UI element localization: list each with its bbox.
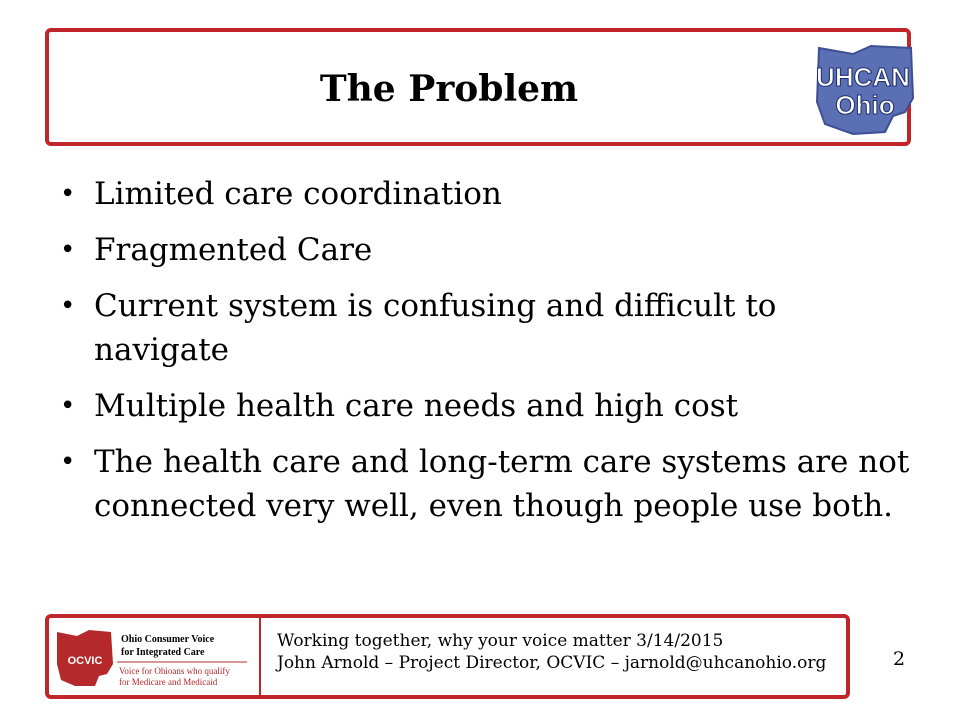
footer-divider	[259, 618, 261, 695]
footer-line-2: John Arnold – Project Director, OCVIC – jarnold@uhcanohio.org	[277, 653, 827, 673]
ocvic-tagline-line2: for Medicare and Medicaid	[119, 677, 218, 687]
bullet-text: Current system is confusing and difficult to navigate	[94, 288, 777, 368]
footer-line-1: Working together, why your voice matter 3/14/2015	[277, 631, 724, 651]
bullet-marker: •	[60, 391, 76, 421]
bullet-item	[58, 172, 918, 216]
bullet-text: Multiple health care needs and high cost	[94, 388, 739, 424]
bullet-text: Fragmented Care	[94, 232, 373, 268]
bullet-item	[58, 228, 918, 272]
ocvic-title-line1: Ohio Consumer Voice	[121, 634, 215, 645]
uhcan-ohio-logo	[813, 42, 923, 138]
ocvic-abbr: OCVIC	[67, 655, 103, 667]
logo-text-line1: UHCAN	[816, 62, 910, 92]
bullet-marker: •	[60, 179, 76, 209]
title-box	[45, 28, 911, 146]
bullet-item	[58, 384, 918, 428]
bullet-marker: •	[60, 447, 76, 477]
bullet-text: Limited care coordination	[94, 176, 502, 212]
page-number: 2	[893, 648, 906, 670]
bullet-marker: •	[60, 235, 76, 265]
bullet-list	[58, 172, 918, 540]
logo-text-line2: Ohio	[835, 90, 895, 120]
footer-box	[45, 614, 850, 699]
ocvic-tagline-line1: Voice for Ohioans who qualify	[119, 666, 230, 676]
ocvic-logo	[55, 624, 251, 690]
footer-text	[277, 630, 826, 674]
ocvic-title-line2: for Integrated Care	[121, 647, 205, 658]
bullet-marker: •	[60, 291, 76, 321]
bullet-item	[58, 440, 918, 528]
bullet-text: The health care and long-term care systems are not connected very well, even though people use both.	[94, 444, 910, 524]
slide-title: The Problem	[319, 68, 579, 110]
bullet-item	[58, 284, 918, 372]
